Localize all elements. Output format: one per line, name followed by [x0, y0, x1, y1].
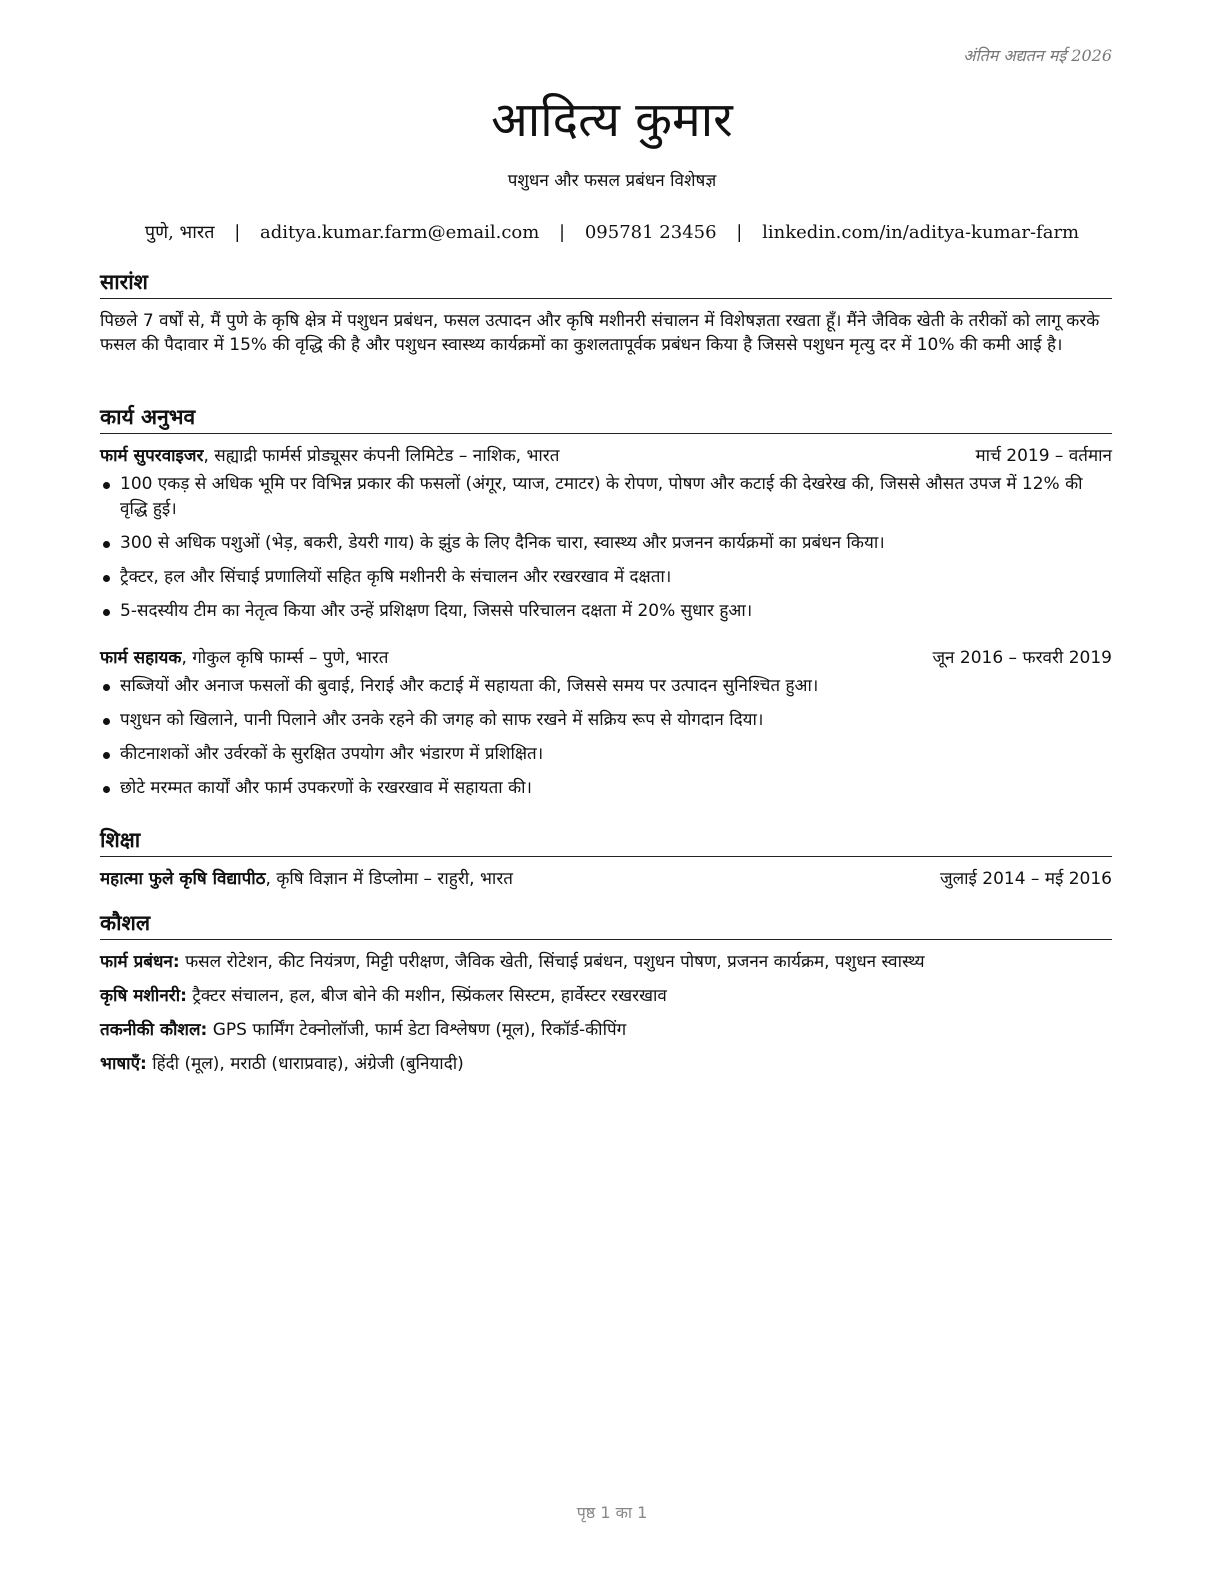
section-title-summary: सारांश — [100, 268, 1112, 299]
section-title-experience: कार्य अनुभव — [100, 403, 1112, 434]
education-detail: , कृषि विज्ञान में डिप्लोमा – राहुरी, भारत — [265, 869, 513, 889]
job-org: , सह्याद्री फार्मर्स प्रोड्यूसर कंपनी लिमिटेड – नाशिक, भारत — [203, 446, 560, 466]
skill-label: तकनीकी कौशल: — [100, 1020, 208, 1040]
skill-label: कृषि मशीनरी: — [100, 986, 187, 1006]
job-role: फार्म सुपरवाइजर — [100, 446, 204, 466]
skills-section — [100, 909, 1112, 1086]
experience-section — [100, 403, 1112, 810]
contact-phone: 095781 23456 — [584, 222, 717, 243]
job-role: फार्म सहायक — [100, 648, 182, 668]
skill-value: हिंदी (मूल), मराठी (धाराप्रवाह), अंग्रेजी (बुनियादी) — [146, 1054, 464, 1074]
contact-email[interactable]: aditya.kumar.farm@email.com — [260, 222, 540, 243]
job-org: , गोकुल कृषि फार्म्स – पुणे, भारत — [181, 648, 389, 668]
contact-linkedin[interactable]: linkedin.com/in/aditya-kumar-farm — [762, 222, 1080, 243]
contact-separator: | — [736, 222, 743, 243]
candidate-title: पशुधन और फसल प्रबंधन विशेषज्ञ — [507, 171, 717, 191]
skill-label: फार्म प्रबंधन: — [100, 952, 180, 972]
education-section — [100, 826, 1112, 895]
skill-value: फसल रोटेशन, कीट नियंत्रण, मिट्टी परीक्षण, जैविक खेती, सिंचाई प्रबंधन, पशुधन पोषण, प्रजनन कार्यक्रम, पशुधन स्वास्थ्य — [179, 952, 925, 972]
job-bullet: 300 से अधिक पशुओं (भेड़, बकरी, डेयरी गाय) के झुंड के लिए दैनिक चारा, स्वास्थ्य और प्रजनन कार्यक्रमों का प्रबंधन किया। — [120, 531, 1112, 556]
candidate-name: आदित्य कुमार — [491, 92, 733, 148]
job-dates: मार्च 2019 – वर्तमान — [975, 446, 1112, 466]
job-bullet: छोटे मरम्मत कार्यों और फार्म उपकरणों के रखरखाव में सहायता की। — [120, 776, 1112, 801]
job-bullet: पशुधन को खिलाने, पानी पिलाने और उनके रहने की जगह को साफ रखने में सक्रिय रूप से योगदान दिया। — [120, 708, 1112, 733]
job-bullet: सब्जियों और अनाज फसलों की बुवाई, निराई और कटाई में सहायता की, जिससे समय पर उत्पादन सुनिश्चित हुआ। — [120, 674, 1112, 699]
skill-row — [100, 1018, 1112, 1042]
job-header — [100, 444, 1112, 468]
job-bullet: कीटनाशकों और उर्वरकों के सुरक्षित उपयोग और भंडारण में प्रशिक्षित। — [120, 742, 1112, 767]
skill-label: भाषाएँ: — [100, 1054, 147, 1074]
job-role-line — [100, 646, 388, 670]
summary-text: पिछले 7 वर्षों से, मैं पुणे के कृषि क्षेत्र में पशुधन प्रबंधन, फसल उत्पादन और कृषि मशीनरी संचालन में विशेषज्ञता रखता हूँ। मैंने जैविक खेती के तरीकों को लागू करके फसल की पैदावार में 15% की वृद्धि की है और पशुधन स्वास्थ्य कार्यक्रमों का कुशलतापूर्वक प्रबंधन किया है जिससे पशुधन मृत्यु दर में 10% की कमी आई है। — [100, 311, 1100, 355]
page-number: पृष्ठ 1 का 1 — [576, 1503, 648, 1522]
job-entry — [100, 444, 1112, 624]
summary-section — [100, 268, 1112, 357]
updated-date: अंतिम अद्यतन मई 2026 — [963, 46, 1112, 65]
job-bullets — [100, 674, 1112, 801]
section-title-skills: कौशल — [100, 909, 1112, 940]
contact-line — [0, 220, 1224, 244]
job-dates: जून 2016 – फरवरी 2019 — [932, 648, 1112, 668]
skill-row — [100, 984, 1112, 1008]
job-bullet: 5-सदस्यीय टीम का नेतृत्व किया और उन्हें प्रशिक्षण दिया, जिससे परिचालन दक्षता में 20% सुधार हुआ। — [120, 599, 1112, 624]
job-header — [100, 646, 1112, 670]
job-bullet: 100 एकड़ से अधिक भूमि पर विभिन्न प्रकार की फसलों (अंगूर, प्याज, टमाटर) के रोपण, पोषण और कटाई की देखरेख की, जिससे औसत उपज में 12% की वृद्धि हुई। — [120, 472, 1112, 522]
contact-separator: | — [559, 222, 566, 243]
job-role-line — [100, 444, 559, 468]
contact-separator: | — [234, 222, 241, 243]
skill-row — [100, 950, 1112, 974]
education-school: महात्मा फुले कृषि विद्यापीठ — [100, 869, 266, 889]
contact-location: पुणे, भारत — [144, 222, 215, 243]
skill-row — [100, 1052, 1112, 1076]
education-line — [100, 867, 513, 891]
job-entry — [100, 646, 1112, 801]
skill-value: ट्रैक्टर संचालन, हल, बीज बोने की मशीन, स्प्रिंकलर सिस्टम, हार्वेस्टर रखरखाव — [186, 986, 667, 1006]
education-entry — [100, 867, 1112, 891]
education-dates: जुलाई 2014 – मई 2016 — [939, 869, 1112, 889]
section-title-education: शिक्षा — [100, 826, 1112, 857]
job-bullet: ट्रैक्टर, हल और सिंचाई प्रणालियों सहित कृषि मशीनरी के संचालन और रखरखाव में दक्षता। — [120, 565, 1112, 590]
job-bullets — [100, 472, 1112, 624]
skill-value: GPS फार्मिंग टेक्नोलॉजी, फार्म डेटा विश्लेषण (मूल), रिकॉर्ड-कीपिंग — [207, 1020, 627, 1040]
